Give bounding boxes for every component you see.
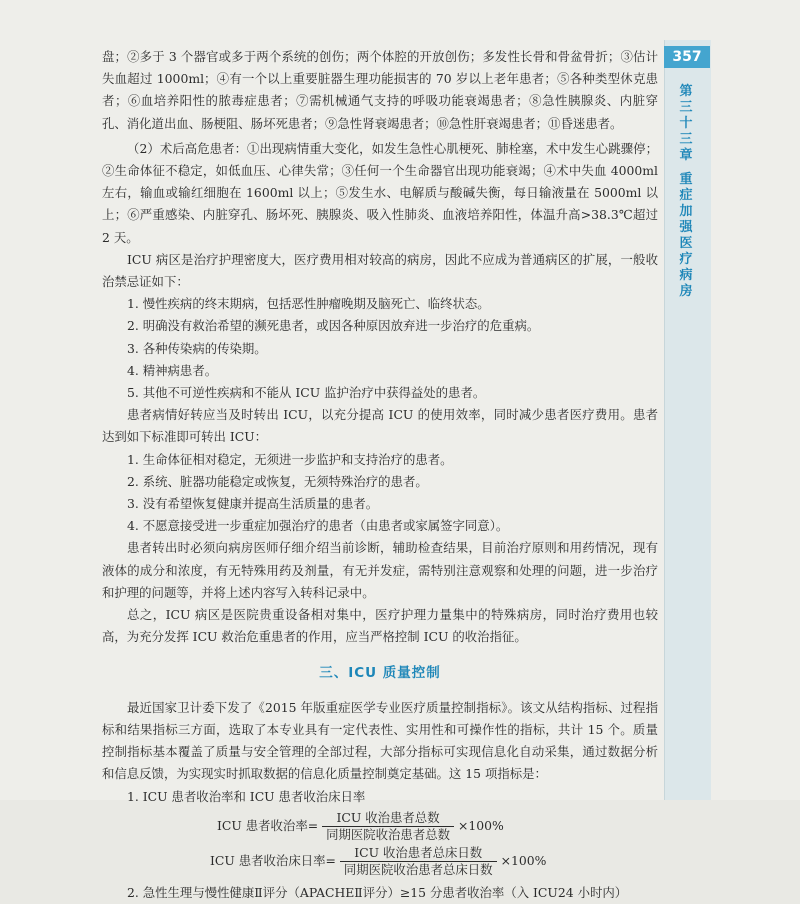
formula-numerator: ICU 收治患者总床日数 — [354, 844, 483, 860]
formula-bed-day-rate — [210, 845, 658, 878]
page-number: 357 — [664, 46, 710, 68]
paragraph-quality-control: 最近国家卫计委下发了《2015 年版重症医学专业医疗质量控制指标》。该文从结构指标、过程指标和结果指标三方面，选取了本专业具有一定代表性、实用性和可操作性的指标，共计 15 个。质量控制指标基本覆盖了质量与安全管理的全部过程，大部分指标可实现信息化自动采集，通过数据分析和信息反馈，为实现实时抓取数据的信息化质量控制奠定基础。这 15 项指标是： — [102, 699, 658, 782]
paragraph-indications-cont: 盘；②多于 3 个器官或多于两个系统的创伤；两个体腔的开放创伤；多发性长骨和骨盆骨折；③估计失血超过 1000ml；④有一个以上重要脏器生理功能损害的 70 岁以上老年患者；⑤各种类型休克患者；⑥血培养阳性的脓毒症患者；⑦需机械通气支持的呼吸功能衰竭患者；⑧急性胰腺炎、内脏穿孔、消化道出血、肠梗阻、肠坏死患者；⑨急性肾衰竭患者；⑩急性肝衰竭患者；⑪昏迷患者。 — [102, 49, 658, 131]
formula-lhs: ICU 患者收治率= — [217, 818, 319, 834]
list-item-contraindication-5: 5. 其他不可逆性疾病和不能从 ICU 监护治疗中获得益处的患者。 — [127, 385, 486, 401]
list-item-contraindication-4: 4. 精神病患者。 — [127, 362, 218, 378]
paragraph-contraindications-intro: ICU 病区是治疗护理密度大，医疗费用相对较高的病房，因此不应成为普通病区的扩展，一般收治禁忌证如下： — [102, 251, 658, 290]
formula-fraction — [322, 810, 454, 843]
paragraph-summary: 总之，ICU 病区是医院贵重设备相对集中，医疗护理力量集中的特殊病房，同时治疗费用也较高，为充分发挥 ICU 救治危重患者的作用，应当严格控制 ICU 的收治指征。 — [102, 607, 658, 645]
body-text — [102, 46, 658, 904]
chapter-label: 第三十三章 — [679, 84, 693, 163]
paragraph-postop-high-risk: （2）术后高危患者：①出现病情重大变化，如发生急性心肌梗死、肺栓塞，术中发生心跳骤停；②生命体征不稳定，如低血压、心律失常；③任何一个生命器官出现功能衰竭；④术中失血 4000ml 左右，输血或输红细胞在 1600ml 以上；⑤发生水、电解质与酸碱失衡，每日输液量在 5000ml 以上；⑥严重感染、内脏穿孔、肠坏死、胰腺炎、吸入性肺炎、血液培养阳性，体温升高>38.3℃超过 2 天。 — [102, 140, 658, 245]
list-item-contraindication-2: 2. 明确没有救治希望的濒死患者，或因各种原因放弃进一步治疗的危重病。 — [127, 318, 540, 334]
list-item-transfer-3: 3. 没有希望恢复健康并提高生活质量的患者。 — [127, 496, 379, 512]
chapter-title: 重症加强医疗病房 — [679, 172, 693, 299]
paragraph-transfer-intro: 患者病情好转应当及时转出 ICU，以充分提高 ICU 的使用效率，同时减少患者医疗费用。患者达到如下标准即可转出 ICU： — [102, 407, 658, 445]
formula-numerator: ICU 收治患者总数 — [336, 809, 440, 825]
list-item-transfer-4: 4. 不愿意接受进一步重症加强治疗的患者（由患者或家属签字同意）。 — [127, 518, 509, 534]
paragraph-transfer-procedure: 患者转出时必须向病房医师仔细介绍当前诊断，辅助检查结果，目前治疗原则和用药情况，现有液体的成分和浓度，有无特殊用药及剂量，有无并发症，需特别注意观察和处理的问题，进一步治疗和护理的问题等，并将上述内容写入转科记录中。 — [102, 540, 658, 600]
formula-multiplier: ×100% — [500, 853, 547, 869]
list-item-transfer-1: 1. 生命体征相对稳定，无须进一步监护和支持治疗的患者。 — [127, 451, 453, 467]
formula-admission-rate — [217, 810, 658, 843]
chapter-title-vertical — [676, 84, 696, 300]
formula-lhs: ICU 患者收治床日率= — [210, 853, 336, 869]
formula-multiplier: ×100% — [458, 818, 504, 834]
formula-denominator: 同期医院收治患者总数 — [322, 826, 454, 843]
list-item-contraindication-1: 1. 慢性疾病的终末期病，包括恶性肿瘤晚期及脑死亡、临终状态。 — [127, 296, 490, 312]
list-item-indicator-1: 1. ICU 患者收治率和 ICU 患者收治床日率 — [127, 788, 366, 804]
formula-fraction — [340, 845, 497, 878]
list-item-indicator-2: 2. 急性生理与慢性健康Ⅱ评分（APACHEⅡ评分）≥15 分患者收治率（入 ICU24 小时内） — [127, 884, 628, 900]
list-item-transfer-2: 2. 系统、脏器功能稳定或恢复，无须特殊治疗的患者。 — [127, 473, 428, 489]
section-heading: 三、ICU 质量控制 — [319, 665, 441, 682]
formula-denominator: 同期医院收治患者总床日数 — [340, 861, 497, 878]
list-item-contraindication-3: 3. 各种传染病的传染期。 — [127, 340, 267, 356]
